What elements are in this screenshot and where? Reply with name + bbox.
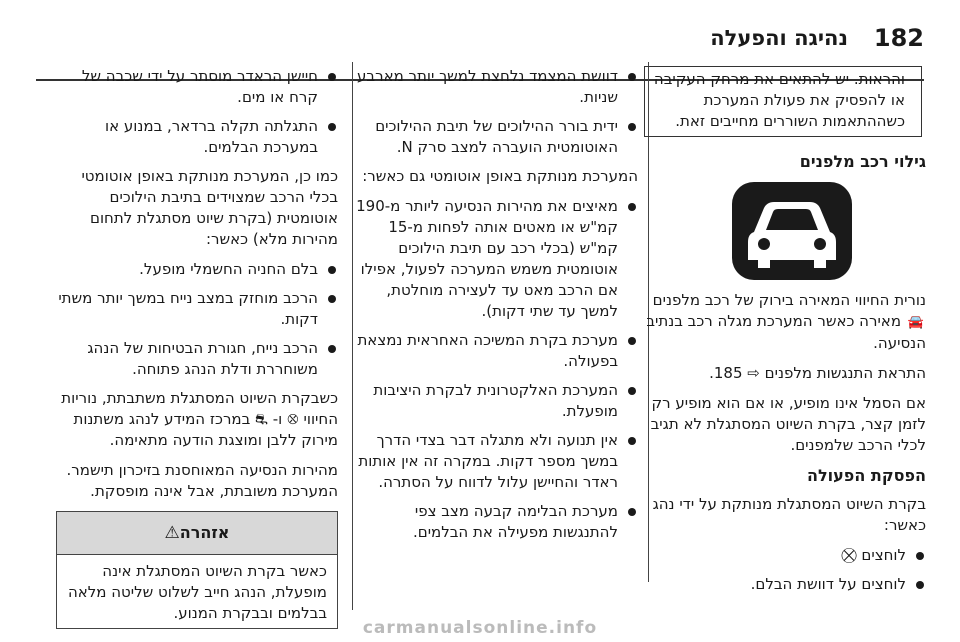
bullet-list xyxy=(356,196,638,543)
paragraph: מהירות הנסיעה המאוחסנת בזיכרון תישמר. המערכת משובתת, אבל אינה מופסקת. xyxy=(66,461,338,500)
middle-column xyxy=(356,66,638,551)
paragraph: בקרת השיוט המסתגלת מנותקת על ידי נהג כאשר: xyxy=(652,495,926,534)
bullet-list xyxy=(356,66,638,158)
list-item: מערכת הבלימה קבעה מצב צפי להתנגשות מפעילה את הבלמים. xyxy=(356,501,638,543)
list-item: ידית בורר ההילוכים של תיבת ההילוכים האוטומטית הועברה למצב סרק N. xyxy=(356,116,638,158)
list-item: מערכת בקרת המשיכה האחראית נמצאת בפעולה. xyxy=(356,330,638,372)
right-column xyxy=(644,66,926,603)
paragraph: מאירה כאשר המערכת מגלה רכב בנתיב הנסיעה. xyxy=(646,312,926,352)
warning-body: כאשר בקרת השיוט המסתגלת אינה מופעלת, הנהג חייב לשלוט שליטה מלאה בבלמים ובבקרת המנוע. xyxy=(67,562,327,622)
list-item: הרכב מוחזק במצב נייח במשך יותר משתי דקות. xyxy=(56,288,338,330)
subheading: הפסקת הפעולה xyxy=(806,466,926,485)
page-header xyxy=(0,24,960,60)
paragraph: כמו כן, המערכת מנותקת באופן אוטומטי בכלי הרכב שמצוידים בתיבת הילוכים אוטומטית (בקרת שיוט מסתגלת לתחום מהירות מלא) כאשר: xyxy=(81,167,338,248)
list-item: אין תנועה ולא מתגלה דבר בצדי הדרך במשך מספר דקות. במקרה זה אין אותות ראדר והחיישן עלול לדווח על הסתרה. xyxy=(356,430,638,493)
list-item: דוושת המצמד נלחצת למשך יותר מארבע שניות. xyxy=(356,66,638,108)
page-title: נהיגה והפעלה xyxy=(710,26,848,50)
page-number: 182 xyxy=(873,24,924,52)
warning-box xyxy=(56,511,338,629)
paragraph: אם הסמל אינו מופיע, או אם הוא מופיע רק לזמן קצר, בקרת השיוט המסתגלת לא תגיב לכלי הרכב שלמפנים. xyxy=(650,394,926,454)
paragraph: התראת התנגשות מלפנים ⇨ 185. xyxy=(709,364,926,382)
left-column xyxy=(56,66,338,629)
section-heading: גילוי רכב מלפנים xyxy=(799,152,926,171)
list-item: בלם החניה החשמלי מופעל. xyxy=(56,259,338,280)
vehicle-ahead-icon xyxy=(732,182,852,280)
paragraph: נורית החיווי המאירה בירוק של רכב מלפנים xyxy=(652,291,926,309)
watermark: carmanualsonline.info xyxy=(362,618,598,638)
list-item: מאיצים את מהירות הנסיעה ליותר מ-190 קמ"ש או מאטים אותה לפחות מ-15 קמ"ש (בכלי רכב עם תיבת הילוכים אוטומטית משמש המערכה לפעול, אפילו אם הרכב מאט עד לעצירה מוחלטת, למשך עד שתי דקות). xyxy=(356,196,638,322)
warning-triangle-icon: ⚠ xyxy=(164,523,180,543)
column-divider xyxy=(352,62,353,610)
list-item: הרכב נייח, חגורת הבטיחות של הנהג משוחררת ודלת הנהג פתוחה. xyxy=(56,338,338,380)
paragraph: המערכת מנותקת באופן אוטומטי גם כאשר: xyxy=(362,167,638,185)
bullet-list xyxy=(644,545,926,595)
list-item: התגלתה תקלה ברדאר, במנוע או במערכת הבלמים. xyxy=(56,116,338,158)
car-symbol-icon: 🚘 xyxy=(907,315,924,330)
note-text: והראות. יש להתאים את מרחק העקיבה או להפסיק את פעולת המערכת כשההתאמות השוררים מחייבים זאת. xyxy=(653,70,905,130)
note-box xyxy=(644,66,922,137)
list-item: המערכת האלקטרונית לבקרת היציבות מופעלת. xyxy=(356,380,638,422)
bullet-list xyxy=(56,66,338,158)
warning-header xyxy=(57,512,337,555)
paragraph: כשבקרת השיוט המסתגלת משתבתת, נוריות החיווי ⛒ ו- ⛐ במרכז המידע לנהג משתנות מירוק ללבן ומוצגת הודעה מתאימה. xyxy=(61,389,338,449)
list-item: חיישן הראדר מוסתר על ידי שכבה של קרח או מים. xyxy=(56,66,338,108)
bullet-list xyxy=(56,259,338,380)
list-item: לוחצים ⛒ xyxy=(644,545,926,566)
warning-title: אזהרה xyxy=(179,523,230,542)
list-item: לוחצים על דוושת הבלם. xyxy=(644,574,926,595)
